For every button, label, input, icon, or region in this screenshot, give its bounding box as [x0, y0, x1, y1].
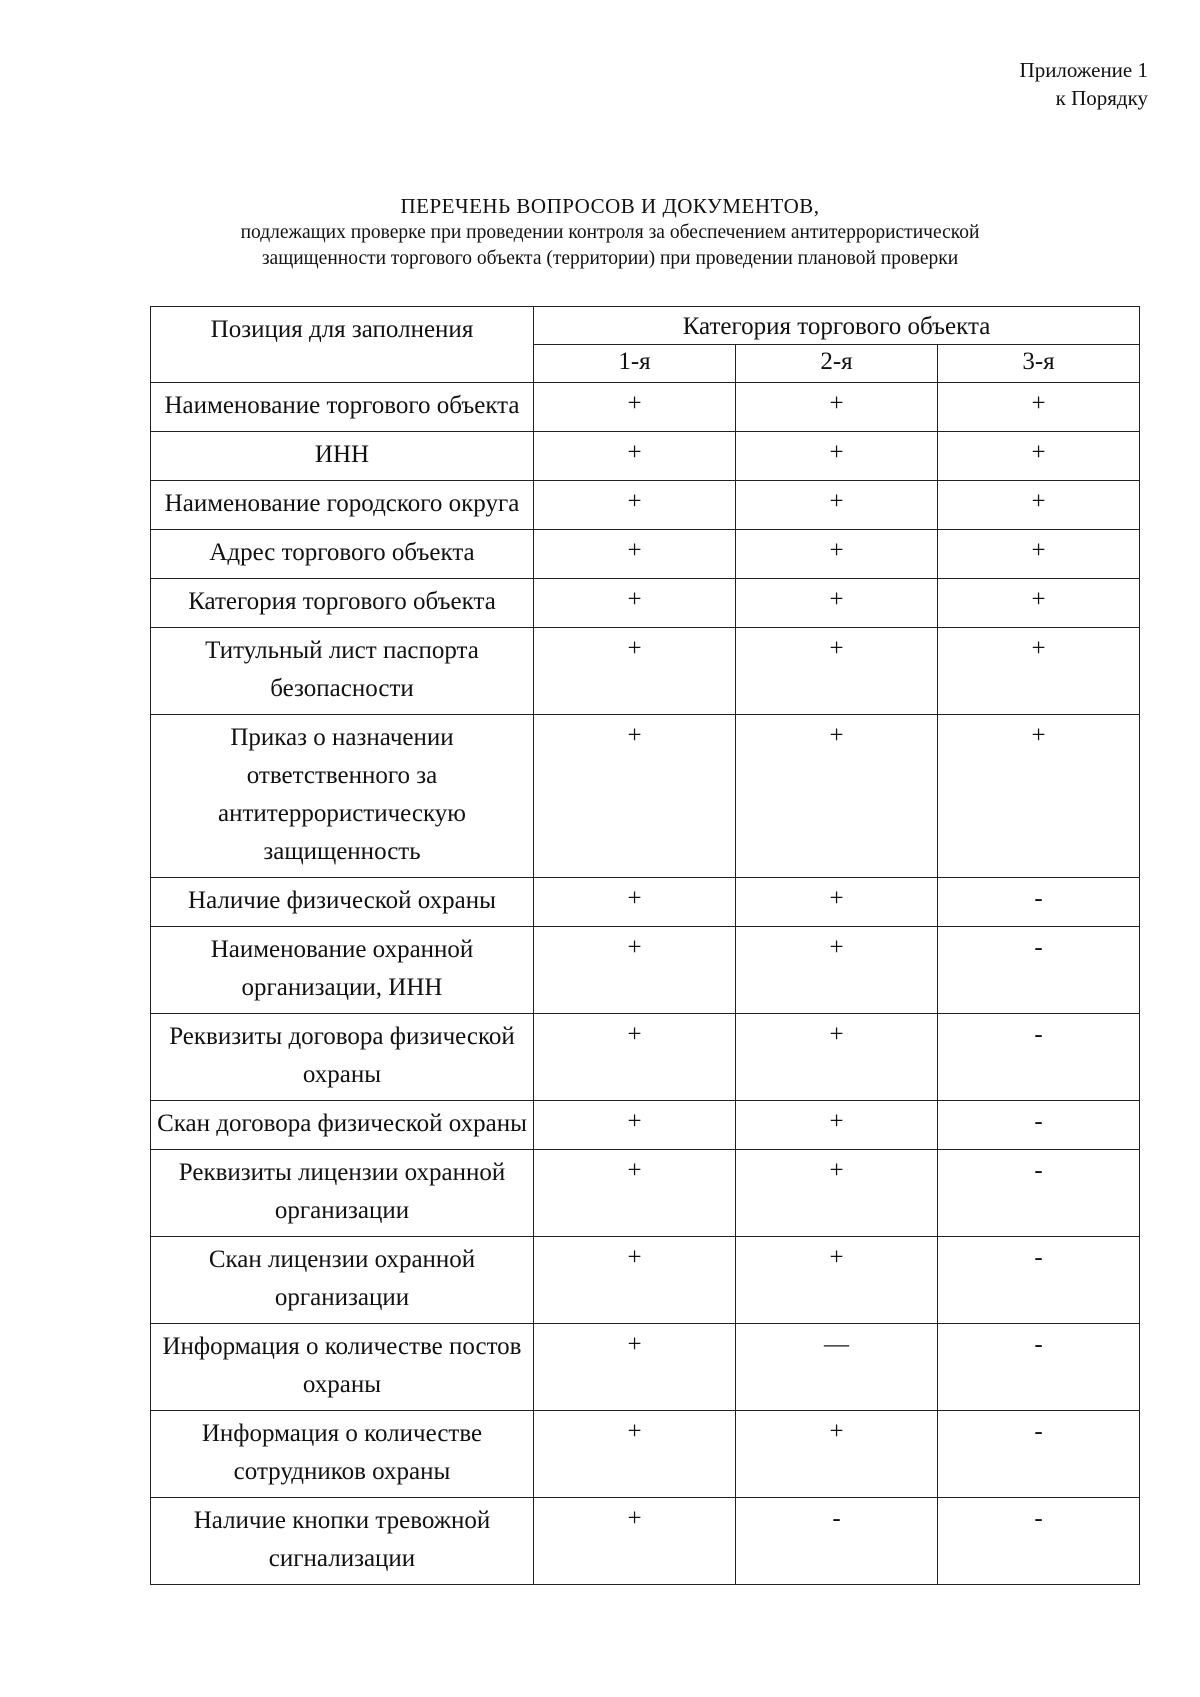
header-position: Позиция для заполнения — [151, 307, 534, 383]
category-1-mark: + — [534, 432, 736, 481]
category-2-mark: + — [736, 715, 938, 878]
category-1-mark: + — [534, 715, 736, 878]
table-row — [151, 432, 1140, 481]
category-1-mark: + — [534, 927, 736, 1014]
category-3-mark: - — [938, 1101, 1140, 1150]
header-row — [151, 307, 1140, 345]
table-row — [151, 481, 1140, 530]
table-row — [151, 1101, 1140, 1150]
category-1-mark: + — [534, 1324, 736, 1411]
table-row — [151, 383, 1140, 432]
header-category: Категория торгового объекта — [534, 307, 1140, 345]
position-cell: Приказ о назначении ответственного за антитеррористическую защищенность — [151, 715, 534, 878]
position-cell: ИНН — [151, 432, 534, 481]
category-3-mark: + — [938, 481, 1140, 530]
table-row — [151, 530, 1140, 579]
category-2-mark: + — [736, 432, 938, 481]
header-category-3: 3-я — [938, 345, 1140, 383]
position-cell: Наличие кнопки тревожной сигнализации — [151, 1498, 534, 1585]
position-cell: Скан договора физической охраны — [151, 1101, 534, 1150]
table-row — [151, 628, 1140, 715]
category-2-mark: + — [736, 1237, 938, 1324]
category-2-mark: + — [736, 1101, 938, 1150]
position-cell: Реквизиты договора физической охраны — [151, 1014, 534, 1101]
header-category-2: 2-я — [736, 345, 938, 383]
position-cell: Наименование торгового объекта — [151, 383, 534, 432]
title-subtitle-line-1: подлежащих проверке при проведении контроля за обеспечением антитеррористической — [240, 222, 980, 243]
category-3-mark: - — [938, 927, 1140, 1014]
category-1-mark: + — [534, 1237, 736, 1324]
category-2-mark: + — [736, 579, 938, 628]
category-2-mark: - — [736, 1498, 938, 1585]
category-2-mark: + — [736, 481, 938, 530]
category-3-mark: - — [938, 1014, 1140, 1101]
category-1-mark: + — [534, 481, 736, 530]
category-2-mark: + — [736, 1150, 938, 1237]
category-2-mark: — — [736, 1324, 938, 1411]
table-row — [151, 579, 1140, 628]
category-3-mark: + — [938, 383, 1140, 432]
category-3-mark: + — [938, 530, 1140, 579]
category-2-mark: + — [736, 878, 938, 927]
header-category-1: 1-я — [534, 345, 736, 383]
category-3-mark: - — [938, 1411, 1140, 1498]
category-3-mark: - — [938, 1498, 1140, 1585]
table-row — [151, 927, 1140, 1014]
category-1-mark: + — [534, 1014, 736, 1101]
category-3-mark: + — [938, 715, 1140, 878]
category-1-mark: + — [534, 1150, 736, 1237]
category-1-mark: + — [534, 579, 736, 628]
category-2-mark: + — [736, 927, 938, 1014]
position-cell: Титульный лист паспорта безопасности — [151, 628, 534, 715]
category-1-mark: + — [534, 530, 736, 579]
position-cell: Категория торгового объекта — [151, 579, 534, 628]
document-title — [130, 192, 1090, 272]
category-2-mark: + — [736, 1014, 938, 1101]
category-2-mark: + — [736, 383, 938, 432]
checklist-table — [150, 306, 1140, 1585]
table-row — [151, 715, 1140, 878]
position-cell: Наименование охранной организации, ИНН — [151, 927, 534, 1014]
table-row — [151, 1237, 1140, 1324]
category-1-mark: + — [534, 1101, 736, 1150]
table-row — [151, 1150, 1140, 1237]
table-row — [151, 1498, 1140, 1585]
category-1-mark: + — [534, 1411, 736, 1498]
position-cell: Реквизиты лицензии охранной организации — [151, 1150, 534, 1237]
position-cell: Скан лицензии охранной организации — [151, 1237, 534, 1324]
category-3-mark: + — [938, 432, 1140, 481]
position-cell: Адрес торгового объекта — [151, 530, 534, 579]
category-1-mark: + — [534, 383, 736, 432]
category-3-mark: - — [938, 1150, 1140, 1237]
appendix-line-1: Приложение 1 — [1019, 58, 1148, 82]
appendix-line-2: к Порядку — [1055, 86, 1148, 110]
category-1-mark: + — [534, 628, 736, 715]
title-subtitle-line-2: защищенности торгового объекта (территории) при проведении плановой проверки — [261, 248, 959, 269]
category-3-mark: - — [938, 1324, 1140, 1411]
appendix-note — [1020, 56, 1148, 112]
category-3-mark: + — [938, 628, 1140, 715]
category-2-mark: + — [736, 530, 938, 579]
category-3-mark: + — [938, 579, 1140, 628]
category-2-mark: + — [736, 1411, 938, 1498]
table-row — [151, 1014, 1140, 1101]
title-main: ПЕРЕЧЕНЬ ВОПРОСОВ И ДОКУМЕНТОВ, — [400, 194, 820, 218]
position-cell: Информация о количестве постов охраны — [151, 1324, 534, 1411]
position-cell: Наличие физической охраны — [151, 878, 534, 927]
table-row — [151, 1324, 1140, 1411]
category-1-mark: + — [534, 878, 736, 927]
position-cell: Наименование городского округа — [151, 481, 534, 530]
table-row — [151, 1411, 1140, 1498]
category-1-mark: + — [534, 1498, 736, 1585]
category-3-mark: - — [938, 1237, 1140, 1324]
position-cell: Информация о количестве сотрудников охраны — [151, 1411, 534, 1498]
table-row — [151, 878, 1140, 927]
category-3-mark: - — [938, 878, 1140, 927]
category-2-mark: + — [736, 628, 938, 715]
